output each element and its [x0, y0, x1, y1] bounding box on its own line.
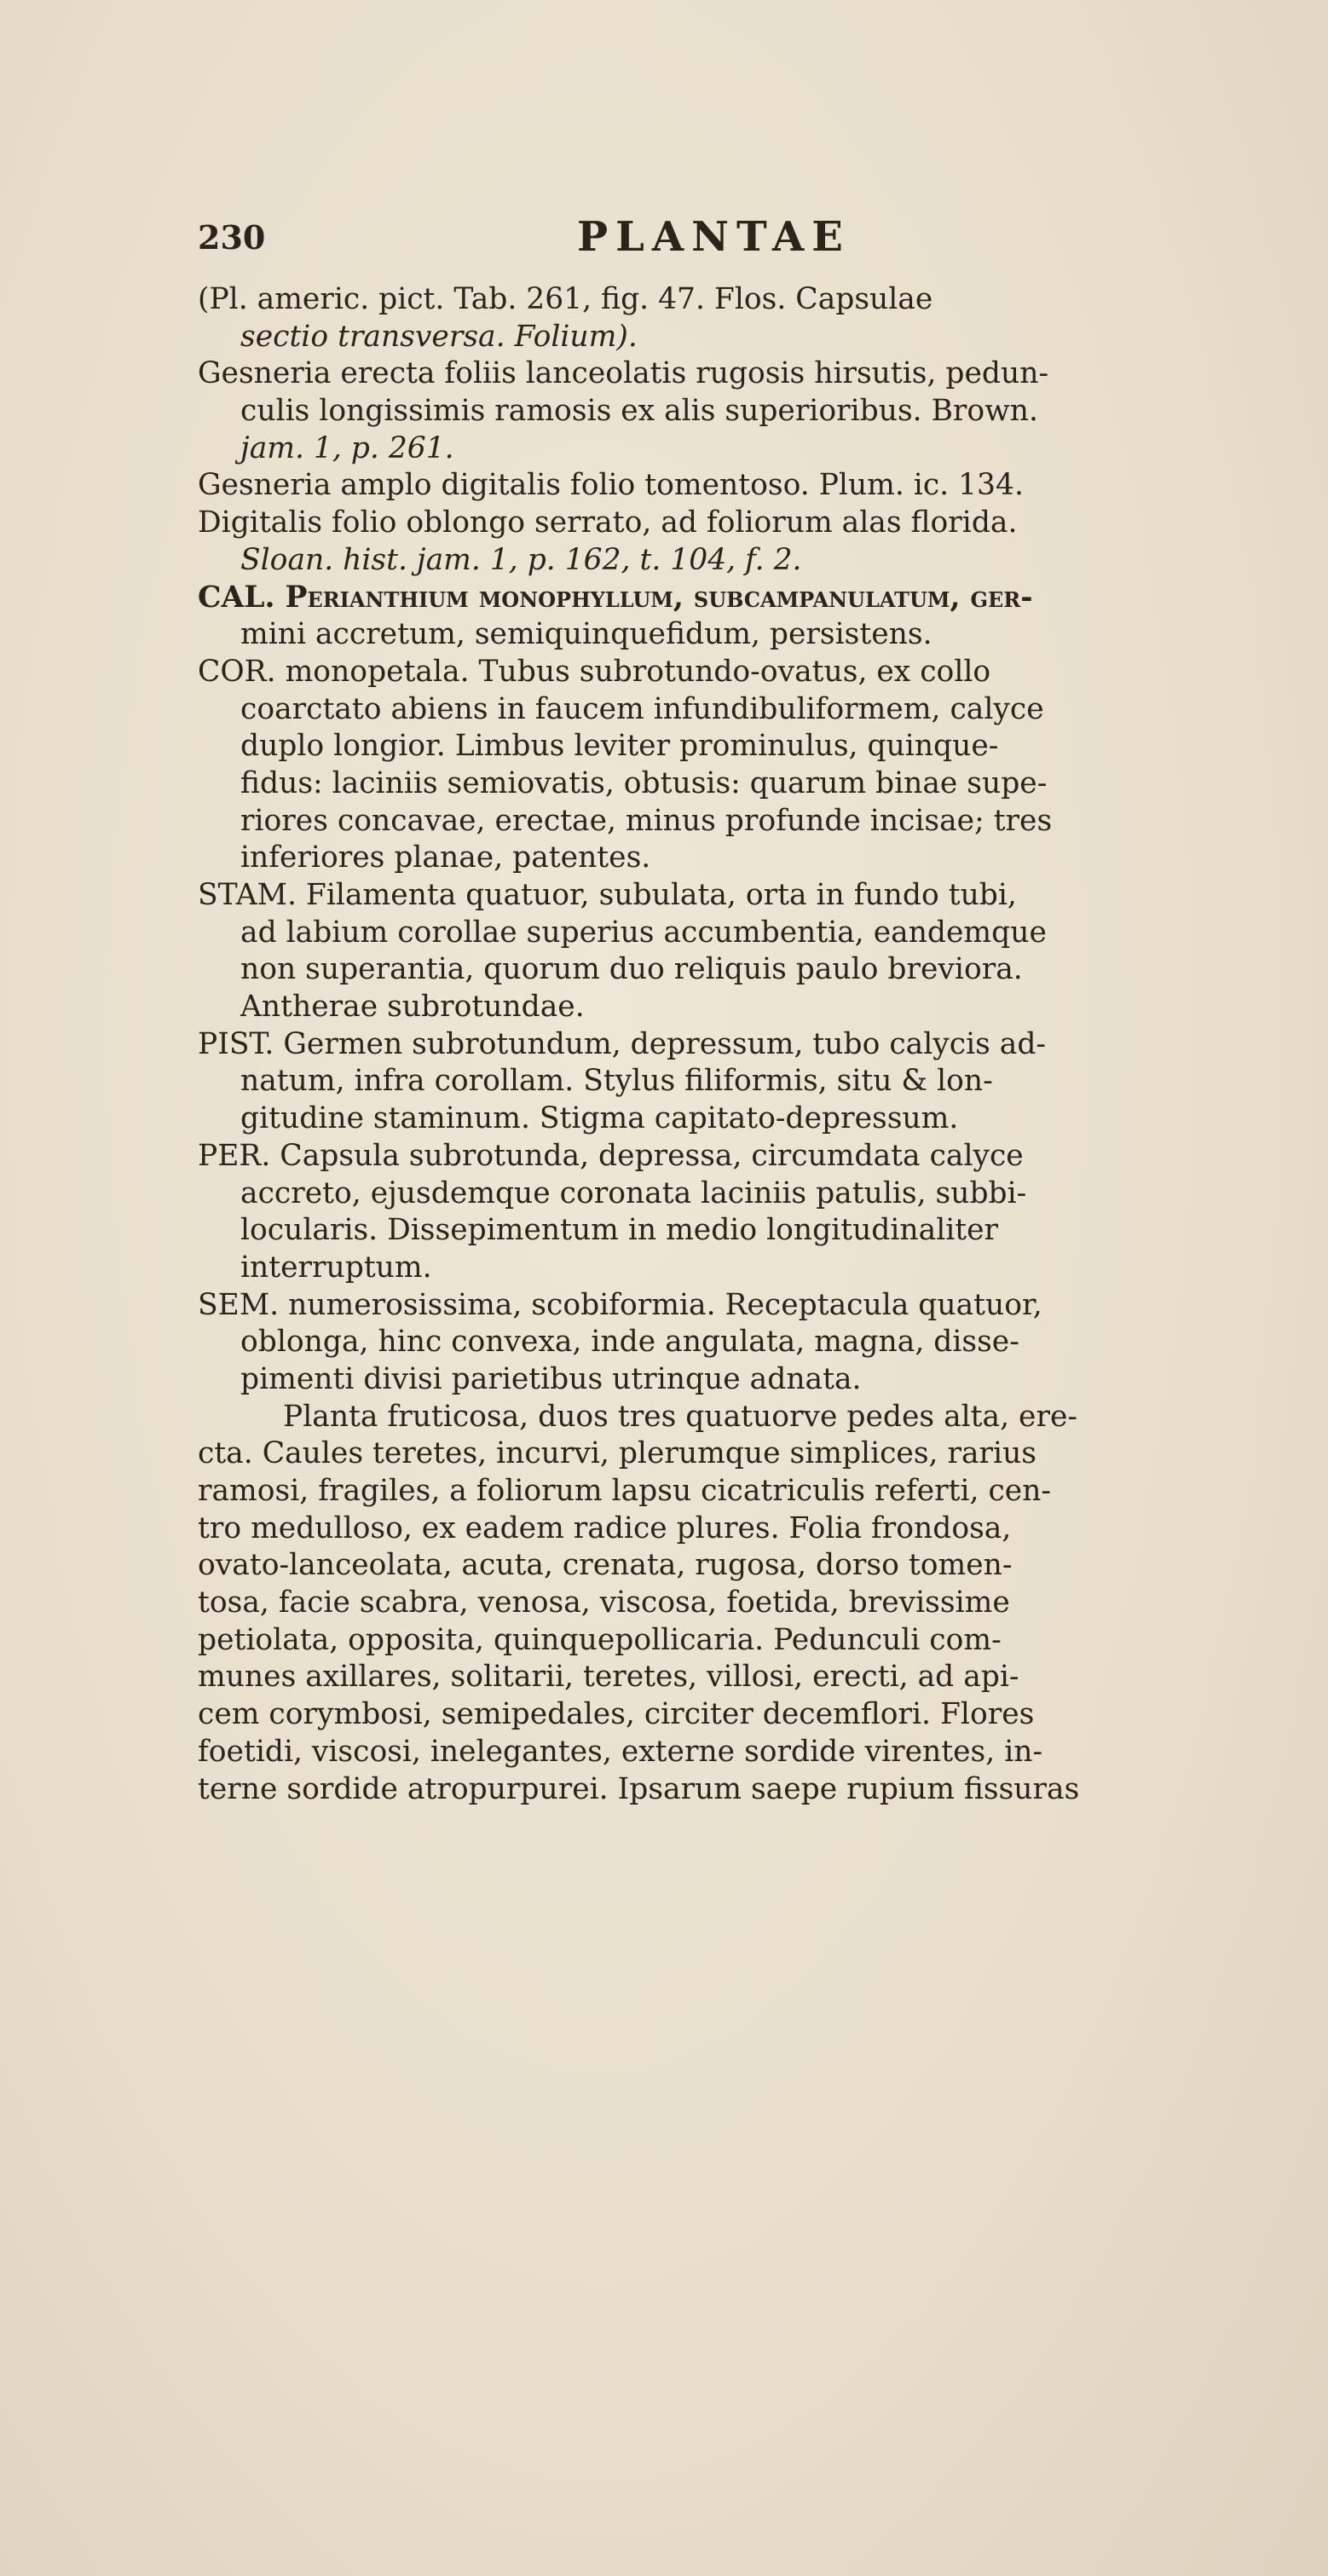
text-line: pimenti divisi parietibus utrinque adnata.: [240, 1361, 862, 1396]
text-line: munes axillares, solitarii, teretes, villosi, erecti, ad api-: [198, 1660, 1019, 1695]
text-line: petiolata, opposita, quinquepollicaria. Pedunculi com-: [198, 1622, 1002, 1657]
text-line: natum, infra corollam. Stylus filiformis, situ & lon-: [240, 1064, 993, 1099]
running-title: PLANTAE: [577, 213, 851, 261]
page-header: [198, 213, 1263, 264]
text-line: tosa, facie scabra, venosa, viscosa, foetida, brevissime: [198, 1585, 1010, 1620]
text-line: locularis. Dissepimentum in medio longitudinaliter: [240, 1213, 999, 1248]
text-line: Planta fruticosa, duos tres quatuorve pedes alta, ere-: [283, 1399, 1078, 1434]
text-line: accreto, ejusdemque coronata laciniis patulis, subbi-: [240, 1175, 1027, 1210]
text-line: gitudine staminum. Stigma capitato-depressum.: [240, 1101, 959, 1136]
text-line: sectio transversa. Folium).: [240, 319, 638, 354]
text-line: Digitalis folio oblongo serrato, ad foliorum alas florida.: [198, 505, 1018, 540]
text-line: ramosi, fragiles, a foliorum lapsu cicatriculis referti, cen-: [198, 1474, 1052, 1508]
text-line: non superantia, quorum duo reliquis paulo breviora.: [240, 952, 1023, 987]
text-line: (Pl. americ. pict. Tab. 261, fig. 47. Flos. Capsulae: [198, 282, 933, 316]
text-line: cem corymbosi, semipedales, circiter decemflori. Flores: [198, 1697, 1035, 1732]
text-line: STAM. Filamenta quatuor, subulata, orta in fundo tubi,: [198, 878, 1017, 912]
text-line: duplo longior. Limbus leviter prominulus, quinque-: [240, 729, 999, 764]
text-line: fidus: laciniis semiovatis, obtusis: quarum binae supe-: [240, 765, 1048, 800]
text-line: terne sordide atropurpurei. Ipsarum saepe rupium fissuras: [198, 1771, 1080, 1806]
text-line: Gesneria amplo digitalis folio tomentoso. Plum. ic. 134.: [198, 468, 1024, 503]
text-line: ad labium corollae superius accumbentia, eandemque: [240, 915, 1047, 950]
text-line: tro medulloso, ex eadem radice plures. Folia frondosa,: [198, 1510, 1012, 1545]
text-line: cta. Caules teretes, incurvi, plerumque simplices, rarius: [198, 1436, 1036, 1471]
text-line: inferiores planae, patentes.: [240, 840, 651, 875]
text-line: foetidi, viscosi, inelegantes, externe sordide virentes, in-: [198, 1734, 1043, 1769]
text-line: Gesneria erecta foliis lanceolatis rugosis hirsutis, pedun-: [198, 356, 1049, 391]
text-line: jam. 1, p. 261.: [240, 430, 454, 465]
text-line: COR. monopetala. Tubus subrotundo-ovatus, ex collo: [198, 654, 991, 689]
text-line: PIST. Germen subrotundum, depressum, tubo calycis ad-: [198, 1026, 1047, 1061]
page-number: 230: [198, 218, 266, 257]
text-line: interruptum.: [240, 1250, 432, 1285]
text-line: mini accretum, semiquinquefidum, persistens.: [240, 617, 932, 652]
text-line: coarctato abiens in faucem infundibuliformem, calyce: [240, 691, 1044, 726]
body-text: [198, 281, 1314, 1808]
text-line: ovato-lanceolata, acuta, crenata, rugosa, dorso tomen-: [198, 1548, 1013, 1583]
text-line: PER. Capsula subrotunda, depressa, circumdata calyce: [198, 1138, 1024, 1173]
text-line: Sloan. hist. jam. 1, p. 162, t. 104, f. 2.: [240, 542, 802, 577]
text-line: CAL. Perianthium monophyllum, subcampanulatum, ger-: [198, 580, 1033, 615]
text-line: SEM. numerosissima, scobiformia. Receptacula quatuor,: [198, 1287, 1042, 1322]
text-line: riores concavae, erectae, minus profunde incisae; tres: [240, 803, 1053, 838]
text-line: oblonga, hinc convexa, inde angulata, magna, disse-: [240, 1325, 1019, 1360]
text-line: culis longissimis ramosis ex alis superioribus. Brown.: [240, 394, 1038, 429]
text-line: Antherae subrotundae.: [240, 990, 585, 1025]
